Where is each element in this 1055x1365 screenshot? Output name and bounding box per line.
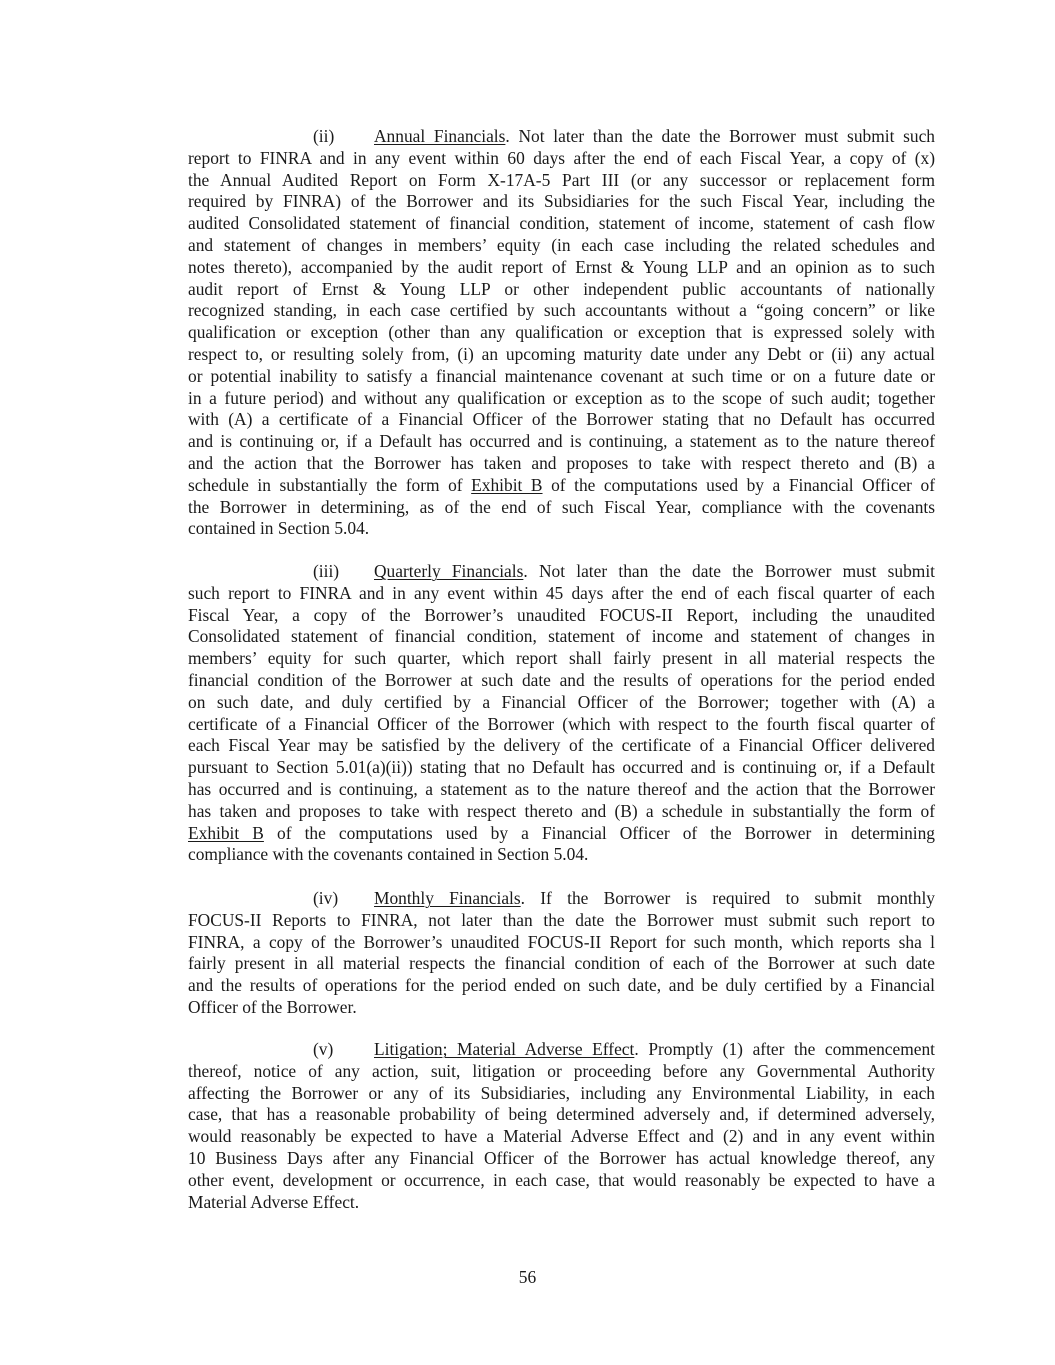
text-line: the Borrower in determining, as of the end of such Fiscal Year, compliance with the covenants [188,496,935,517]
paragraph-monthly-financials [188,888,935,1019]
text-run: . If the Borrower is required to submit monthly [520,888,935,908]
text-line [188,823,935,845]
text-line: such report to FINRA and in any event within 45 days after the end of each fiscal quarter of each [188,582,935,603]
text-line: the Annual Audited Report on Form X-17A-5 Part III (or any successor or replacement form [188,169,935,190]
text-line [188,475,935,497]
text-line: thereof, notice of any action, suit, litigation or proceeding before any Governmental Authority [188,1060,935,1081]
clause-number: (ii) [313,126,335,146]
text-line: affecting the Borrower or any of its Subsidiaries, including any Environmental Liability, in each [188,1082,935,1103]
text-line: has taken and proposes to take with respect thereto and (B) a schedule in substantially the form of [188,800,935,821]
text-line: fairly present in all material respects the financial condition of each of the Borrower at such date [188,953,935,974]
text-line: recognized standing, in each case certified by such accountants without a “going concern” or like [188,300,935,321]
text-line: members’ equity for such quarter, which report shall fairly present in all material respects the [188,648,935,669]
text-line: 10 Business Days after any Financial Officer of the Borrower has actual knowledge thereof, any [188,1147,935,1168]
text-line: contained in Section 5.04. [188,518,370,539]
text-line: in a future period) and without any qualification or exception as to the scope of such audit; together [188,387,935,408]
text-line: Fiscal Year, a copy of the Borrower’s unaudited FOCUS-II Report, including the unaudited [188,604,935,625]
text-run: of the computations used by a Financial Officer of [542,474,936,495]
paragraph-first-line [188,888,935,910]
text-run: schedule in substantially the form of [188,474,472,495]
text-line: with (A) a certificate of a Financial Officer of the Borrower stating that no Default has occurred [188,409,935,430]
text-line: FOCUS-II Reports to FINRA, not later than the date the Borrower must submit such report to [188,909,935,930]
paragraph-litigation [188,1039,935,1213]
text-line: other event, development or occurrence, in each case, that would reasonably be expected to have a [188,1169,935,1190]
text-line: pursuant to Section 5.01(a)(ii)) stating that no Default has occurred and is continuing or, if a Default [188,757,935,778]
text-line: qualification or exception (other than any qualification or exception that is expressed solely with [188,322,935,343]
text-line: required by FINRA) of the Borrower and its Subsidiaries for the such Fiscal Year, including the [188,191,935,212]
text-line: or potential inability to satisfy a financial maintenance covenant at such time or on a future date or [188,365,935,386]
clause-number: (iii) [313,561,340,581]
paragraph-quarterly-financials [188,561,935,866]
text-run: . Promptly (1) after the commencement [634,1039,936,1059]
text-line: FINRA, a copy of the Borrower’s unaudited FOCUS-II Report for such month, which reports sha l [188,931,935,952]
text-line: and is continuing or, if a Default has occurred and is continuing, a statement as to the nature thereof [188,431,935,452]
text-line: audit report of Ernst & Young LLP or other independent public accountants of nationally [188,278,935,299]
text-line: and statement of changes in members’ equity (in each case including the related schedules and [188,234,935,255]
text-line: financial condition of the Borrower at such date and the results of operations for the period ended [188,669,935,690]
clause-heading: Litigation; Material Adverse Effect [374,1039,635,1059]
clause-heading: Quarterly Financials [374,561,524,581]
text-line: report to FINRA and in any event within 60 days after the end of each Fiscal Year, a copy of (x) [188,147,935,168]
paragraph-first-line [188,1039,935,1061]
text-line: has occurred and is continuing, a statement as to the nature thereof and the action that the Borrower [188,778,935,799]
text-line: notes thereto), accompanied by the audit report of Ernst & Young LLP and an opinion as to such [188,256,935,277]
text-line: compliance with the covenants contained in Section 5.04. [188,844,589,865]
clause-heading: Annual Financials [374,126,506,146]
text-line: and the results of operations for the period ended on such date, and be duly certified by a Financial [188,975,935,996]
text-line: certificate of a Financial Officer of the Borrower (which with respect to the fourth fiscal quarter of [188,713,935,734]
text-line: audited Consolidated statement of financial condition, statement of income, statement of cash flow [188,213,935,234]
exhibit-b-reference: Exhibit B [188,822,264,843]
exhibit-b-reference: Exhibit B [471,474,543,495]
text-line: Consolidated statement of financial condition, statement of income and statement of changes in [188,626,935,647]
text-run: of the computations used by a Financial Officer of the Borrower in determining [263,822,936,843]
text-line: Officer of the Borrower. [188,996,357,1017]
text-line: respect to, or resulting solely from, (i) an upcoming maturity date under any Debt or (ii) any actual [188,343,935,364]
text-line: each Fiscal Year may be satisfied by the delivery of the certificate of a Financial Officer delivered [188,735,935,756]
text-line: would reasonably be expected to have a Material Adverse Effect and (2) and in any event within [188,1126,935,1147]
text-line: case, that has a reasonable probability of being determined adversely and, if determined adversely, [188,1104,935,1125]
clause-number: (v) [313,1039,334,1059]
clause-number: (iv) [313,888,339,908]
paragraph-annual-financials [188,126,935,540]
text-line: on such date, and duly certified by a Financial Officer of the Borrower; together with (A) a [188,691,935,712]
text-line: and the action that the Borrower has taken and proposes to take with respect thereto and (B) a [188,452,935,473]
text-line: Material Adverse Effect. [188,1191,360,1212]
clause-heading: Monthly Financials [374,888,521,908]
text-run: . Not later than the date the Borrower must submit such [505,126,936,146]
paragraph-first-line [188,126,935,148]
page-number: 56 [518,1267,537,1287]
text-run: . Not later than the date the Borrower must submit [523,561,935,581]
paragraph-first-line [188,561,935,583]
